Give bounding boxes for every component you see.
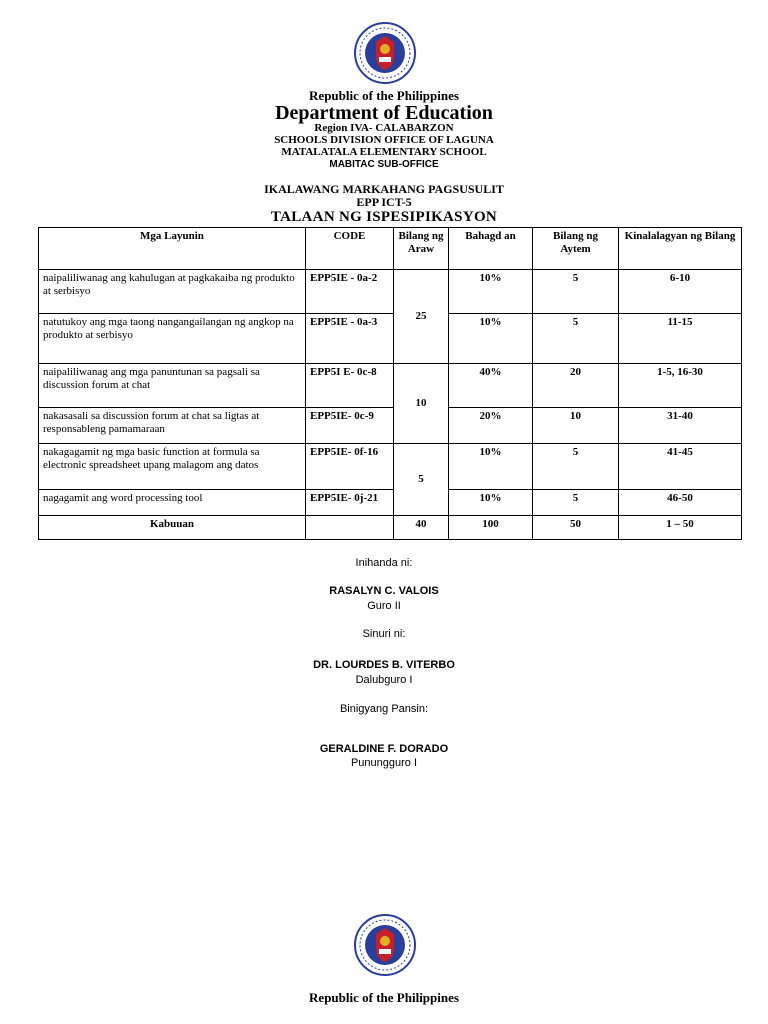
cell-kinalalagyan: 46-50 — [619, 490, 742, 516]
total-code — [306, 516, 394, 540]
prepared-name: RASALYN C. VALOIS — [329, 585, 439, 597]
cell-layunin: nagagamit ang word processing tool — [39, 490, 306, 516]
cell-bahagdan: 20% — [449, 408, 533, 444]
table-row — [39, 314, 742, 364]
noted-name: GERALDINE F. DORADO — [319, 743, 449, 755]
cell-araw: 10 — [394, 364, 449, 444]
checked-name: DR. LOURDES B. VITERBO — [313, 659, 455, 671]
cell-bahagdan: 10% — [449, 490, 533, 516]
republic-heading: Republic of the Philippines — [309, 88, 459, 103]
cell-aytem: 5 — [533, 490, 619, 516]
cell-layunin: natutukoy ang mga taong nangangailangan ng angkop na produkto at serbisyo — [39, 314, 306, 364]
cell-code: EPP5IE- 0c-9 — [306, 408, 394, 444]
cell-kinalalagyan: 1-5, 16-30 — [619, 364, 742, 408]
table-title: TALAAN NG ISPESIPIKASYON — [270, 209, 498, 225]
exam-subject: EPP ICT-5 — [356, 195, 412, 209]
cell-kinalalagyan: 6-10 — [619, 270, 742, 314]
footer-republic-heading: Republic of the Philippines — [309, 990, 459, 1005]
cell-layunin: naipaliliwanag ang mga panuntunan sa pagsali sa discussion forum at chat — [39, 364, 306, 408]
checked-title: Dalubguro I — [355, 674, 413, 686]
cell-aytem: 10 — [533, 408, 619, 444]
cell-layunin: nakagagamit ng mga basic function at formula sa electronic spreadsheet upang malagom ang datos — [39, 444, 306, 490]
department-heading: Department of Education — [275, 102, 493, 124]
cell-kinalalagyan: 31-40 — [619, 408, 742, 444]
header-layunin: Mga Layunin — [39, 228, 306, 270]
prepared-label: Inihanda ni: — [355, 557, 413, 569]
cell-layunin: naipaliliwanag ang kahulugan at pagkakaiba ng produkto at serbisyo — [39, 270, 306, 314]
cell-kinalalagyan: 11-15 — [619, 314, 742, 364]
school-heading: MATALATALA ELEMENTARY SCHOOL — [281, 146, 487, 158]
division-heading: SCHOOLS DIVISION OFFICE OF LAGUNA — [274, 134, 494, 146]
header-code: CODE — [306, 228, 394, 270]
deped-seal-icon — [354, 914, 416, 976]
total-label: Kabuuan — [39, 516, 306, 540]
total-aytem: 50 — [533, 516, 619, 540]
cell-code: EPP5IE - 0a-3 — [306, 314, 394, 364]
total-kinalalagyan: 1 – 50 — [619, 516, 742, 540]
cell-code: EPP5I E- 0c-8 — [306, 364, 394, 408]
checked-label: Sinuri ni: — [362, 628, 406, 640]
total-araw: 40 — [394, 516, 449, 540]
cell-bahagdan: 10% — [449, 444, 533, 490]
table-row — [39, 444, 742, 490]
region-heading: Region IVA- CALABARZON — [314, 122, 454, 134]
header-araw: Bilang ng Araw — [394, 228, 449, 270]
header-kinalalagyan: Kinalalagyan ng Bilang — [619, 228, 742, 270]
table-row — [39, 364, 742, 408]
cell-layunin: nakasasali sa discussion forum at chat sa ligtas at responsableng pamamaraan — [39, 408, 306, 444]
header-aytem: Bilang ng Aytem — [533, 228, 619, 270]
cell-kinalalagyan: 41-45 — [619, 444, 742, 490]
cell-aytem: 5 — [533, 270, 619, 314]
noted-label: Binigyang Pansin: — [339, 703, 429, 715]
cell-aytem: 5 — [533, 314, 619, 364]
cell-bahagdan: 10% — [449, 314, 533, 364]
total-bahagdan: 100 — [449, 516, 533, 540]
cell-bahagdan: 10% — [449, 270, 533, 314]
specification-table — [38, 227, 742, 540]
table-total-row — [39, 516, 742, 540]
prepared-title: Guro II — [367, 600, 401, 612]
cell-araw: 5 — [394, 444, 449, 516]
deped-seal-icon — [354, 22, 416, 84]
cell-code: EPP5IE - 0a-2 — [306, 270, 394, 314]
sub-office-heading: MABITAC SUB-OFFICE — [329, 159, 439, 170]
table-row — [39, 270, 742, 314]
table-row — [39, 408, 742, 444]
cell-aytem: 20 — [533, 364, 619, 408]
cell-aytem: 5 — [533, 444, 619, 490]
header-bahagdan: Bahagd an — [449, 228, 533, 270]
cell-bahagdan: 40% — [449, 364, 533, 408]
cell-araw: 25 — [394, 270, 449, 364]
exam-title: IKALAWANG MARKAHANG PAGSUSULIT — [264, 182, 504, 196]
cell-code: EPP5IE- 0j-21 — [306, 490, 394, 516]
table-header-row — [39, 228, 742, 270]
noted-title: Punungguro I — [350, 757, 418, 769]
cell-code: EPP5IE- 0f-16 — [306, 444, 394, 490]
table-row — [39, 490, 742, 516]
